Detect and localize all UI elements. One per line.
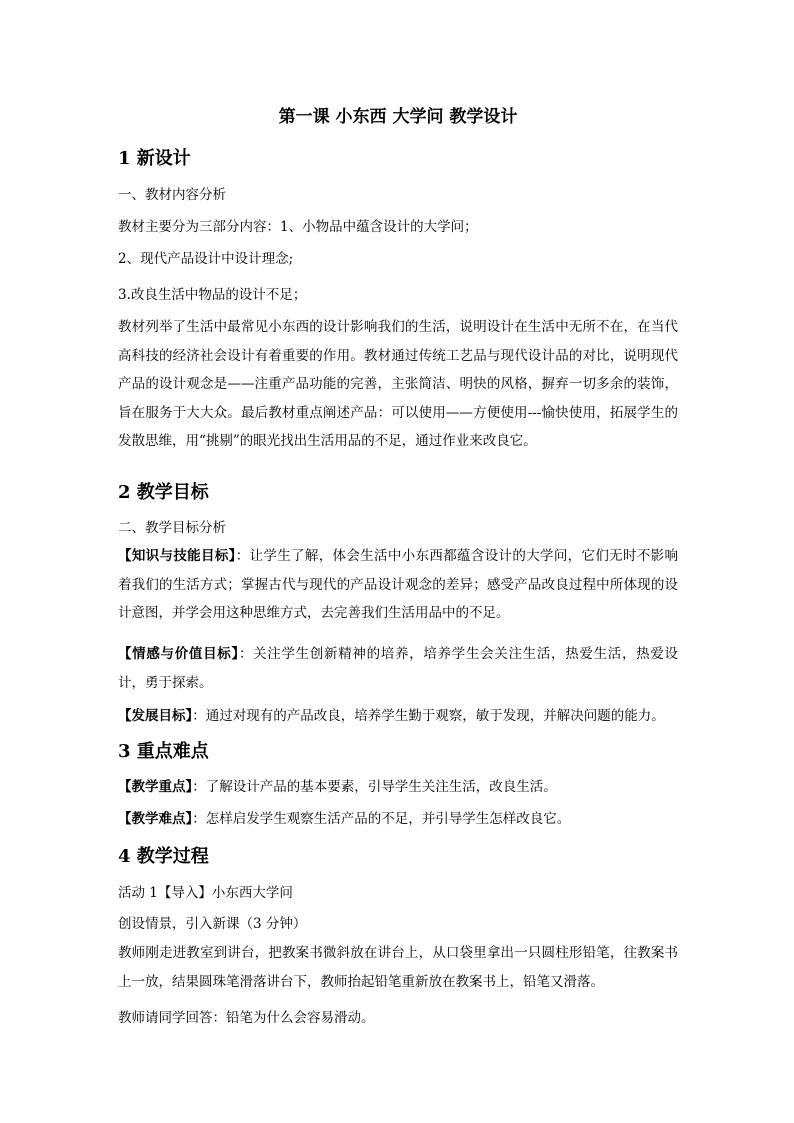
section-heading-4: 4 教学过程 xyxy=(118,846,209,867)
text-line: 活动 1【导入】小东西大学问 xyxy=(118,885,293,901)
goal-paragraph xyxy=(118,702,678,731)
text-line: 3.改良生活中物品的设计不足； xyxy=(118,287,307,303)
paragraph: 教师刚走进教室到讲台，把教案书微斜放在讲台上，从口袋里拿出一只圆柱形铅笔，往教案书上一放，结果圆珠笔滑落讲台下，教师抬起铅笔重新放在教案书上，铅笔又滑落。 xyxy=(118,945,678,990)
key-point-tag: 【教学重点】 xyxy=(118,779,193,795)
goal-tag: 【发展目标】 xyxy=(118,708,193,724)
goal-tag: 【情感与价值目标】 xyxy=(118,646,239,662)
key-point-line xyxy=(118,778,557,796)
text-line: 2、现代产品设计中设计理念; xyxy=(118,251,294,267)
goal-text: ：让学生了解，体会生活中小东西都蕴含设计的大学问，它们无时不影响着我们的生活方式；掌握古代与现代的产品设计观念的差异；感受产品改良过程中所体现的设计意图，并学会用这种思维方式，去完善我们生活用品中的不足。 xyxy=(118,548,679,622)
document-title: 第一课 小东西 大学问 教学设计 xyxy=(278,107,518,127)
text-line: 二、教学目标分析 xyxy=(118,520,226,536)
text-line: 一、教材内容分析 xyxy=(118,187,226,203)
difficulty-tag: 【教学难点】 xyxy=(118,811,193,827)
goal-paragraph xyxy=(118,542,678,628)
paragraph: 教材列举了生活中最常见小东西的设计影响我们的生活，说明设计在生活中无所不在，在当代高科技的经济社会设计有着重要的作用。教材通过传统工艺品与现代设计品的对比，说明现代产品的设计观念是——注重产品功能的完善，主张简洁、明快的风格，摒弃一切多余的装饰，旨在服务于大大众。最后教材重点阐述产品：可以使用——方便使用---愉快使用，拓展学生的发散思维，用“挑剔”的眼光找出生活用品的不足，通过作业来改良它。 xyxy=(118,319,678,450)
difficulty-line xyxy=(118,810,570,828)
section-heading-1: 1 新设计 xyxy=(118,148,191,169)
text-line: 教材主要分为三部分内容：1、小物品中蕴含设计的大学问； xyxy=(118,219,478,235)
text-line: 教师请同学回答：铅笔为什么会容易滑动。 xyxy=(118,1010,375,1026)
goal-tag: 【知识与技能目标】 xyxy=(118,548,236,564)
section-heading-2: 2 教学目标 xyxy=(118,482,209,503)
goal-paragraph xyxy=(118,640,678,697)
goal-text: ：通过对现有的产品改良，培养学生勤于观察，敏于发现，并解决问题的能力。 xyxy=(192,708,665,724)
section-heading-3: 3 重点难点 xyxy=(118,741,209,762)
text-line: 创设情景，引入新课（3 分钟） xyxy=(118,916,307,932)
difficulty-text: ：怎样启发学生观察生活产品的不足，并引导学生怎样改良它。 xyxy=(192,811,571,827)
key-point-text: ：了解设计产品的基本要素，引导学生关注生活，改良生活。 xyxy=(192,779,557,795)
goal-text: ：关注学生创新精神的培养，培养学生会关注生活，热爱生活，热爱设计，勇于探索。 xyxy=(118,646,679,691)
